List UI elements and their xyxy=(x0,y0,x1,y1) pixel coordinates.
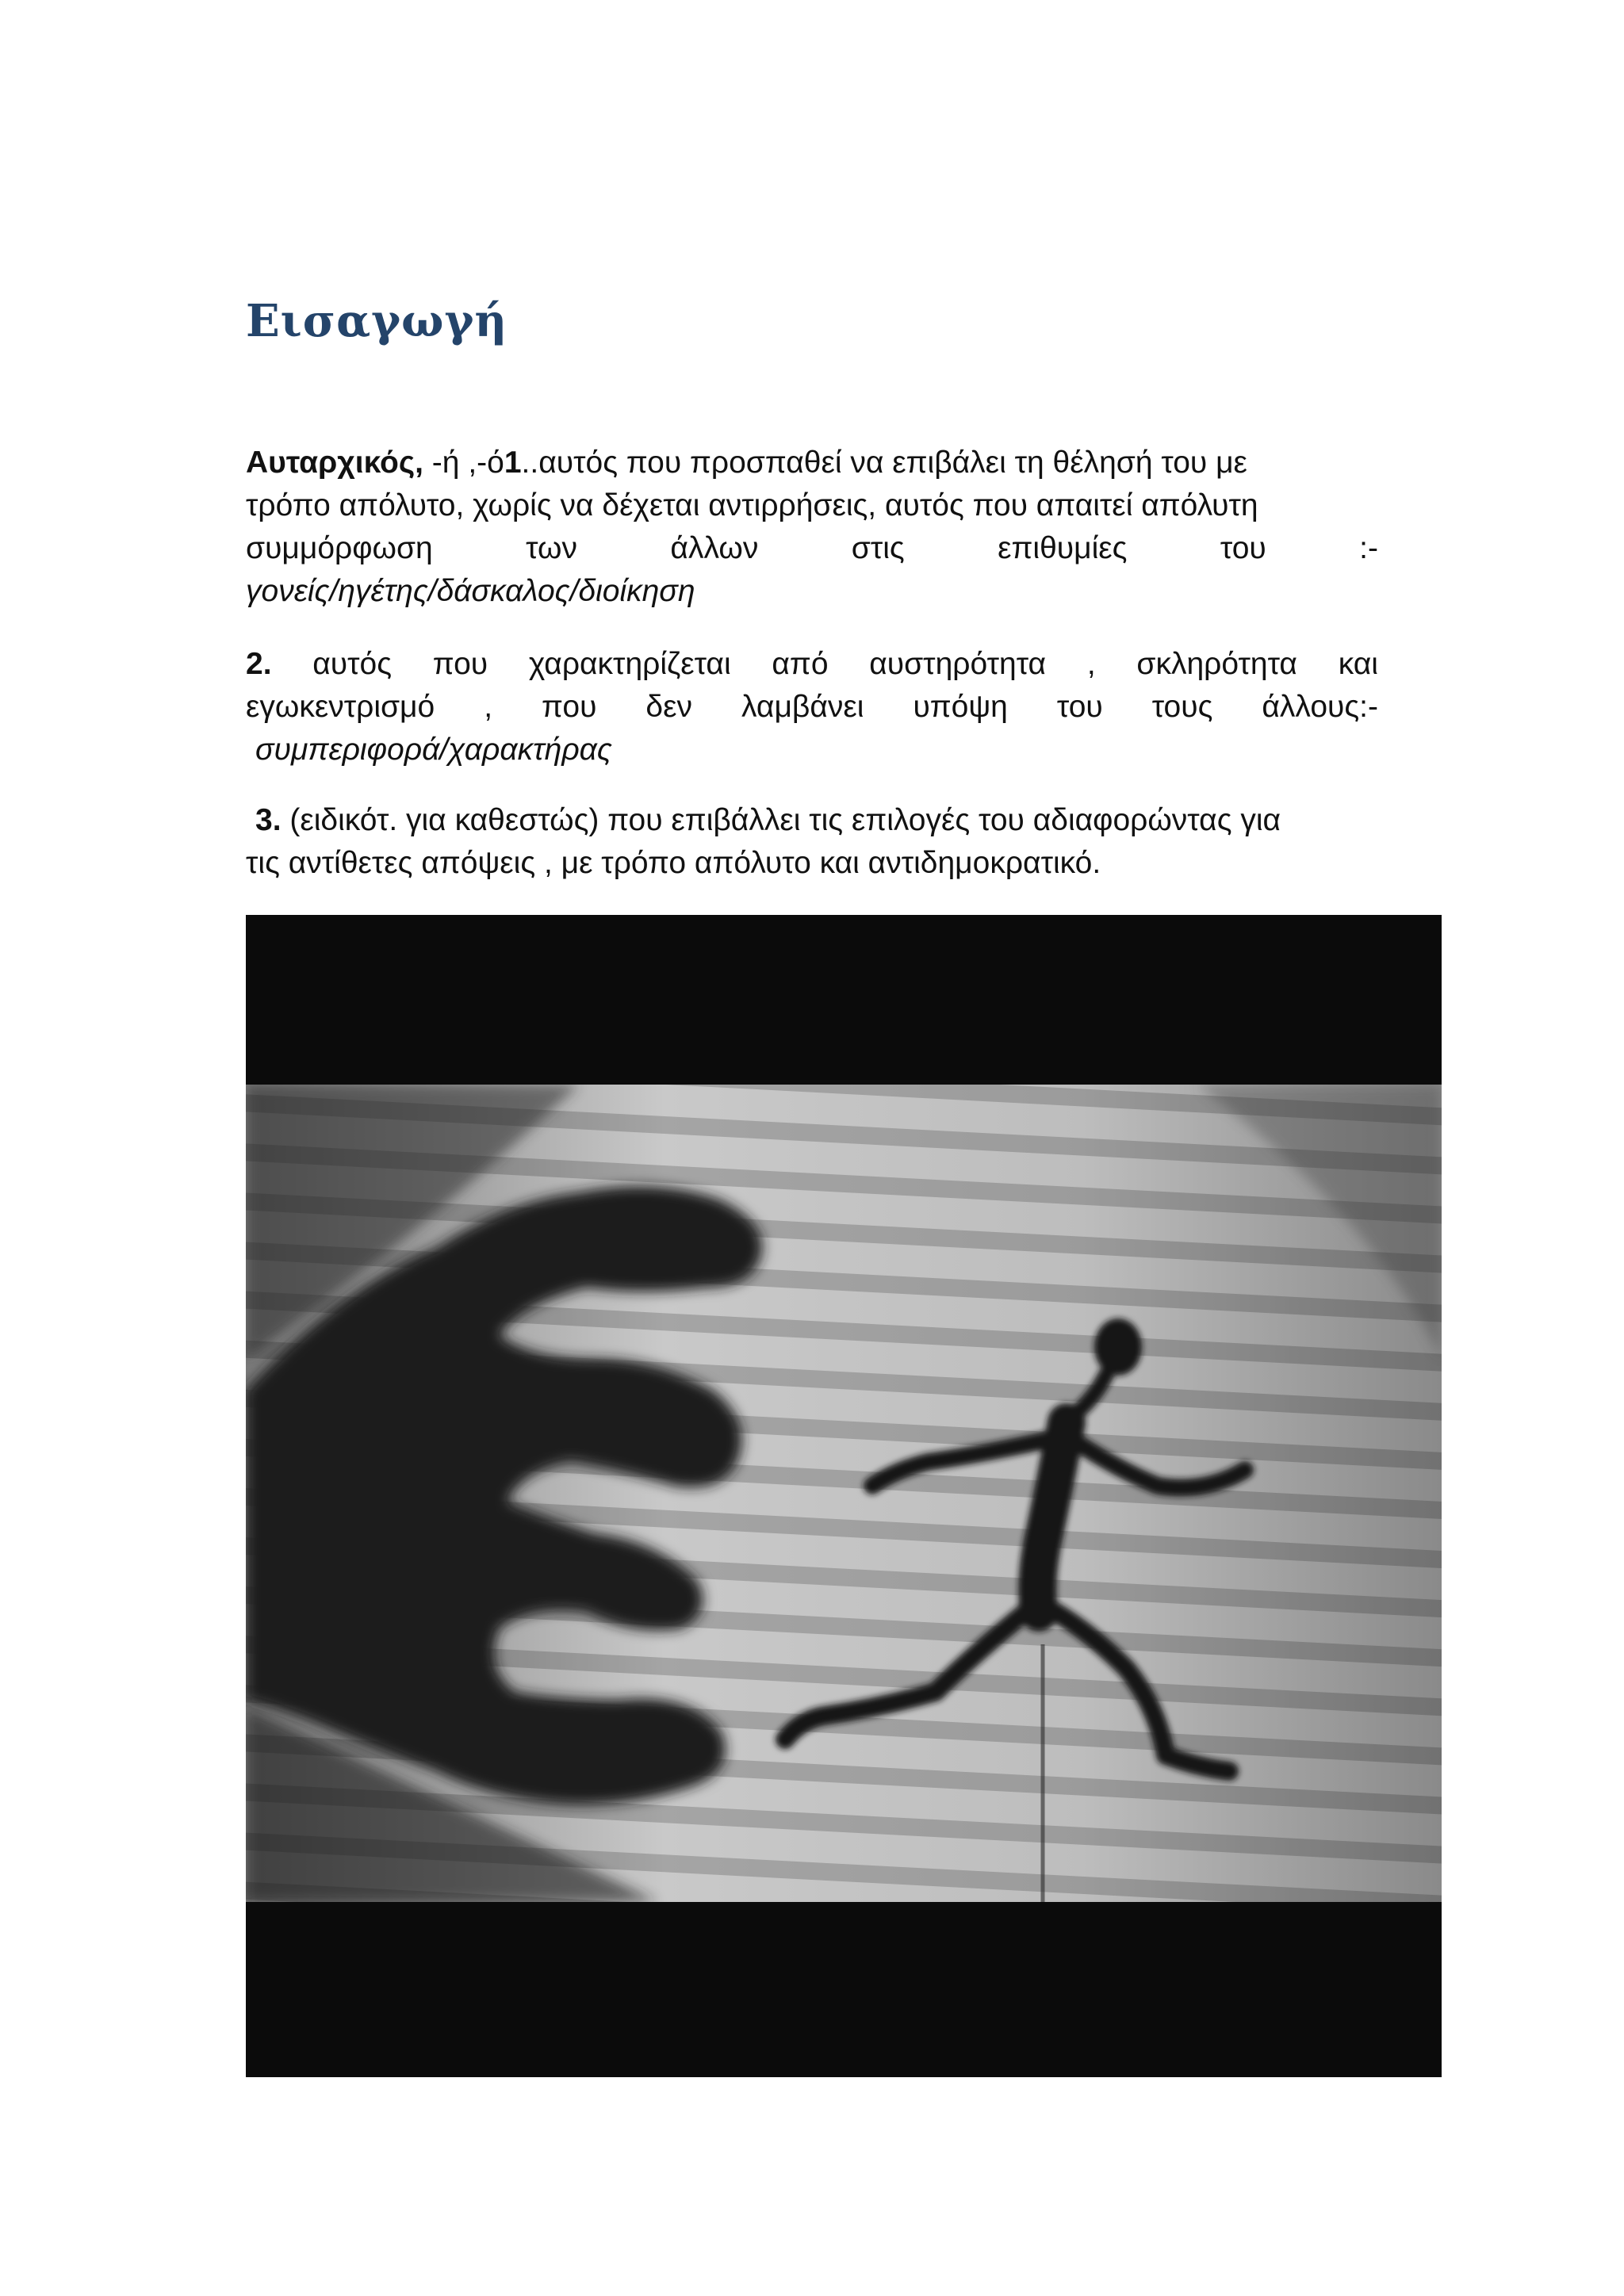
usage-examples: συμπεριφορά/χαρακτήρας xyxy=(255,733,612,767)
word: υπόψη xyxy=(913,690,1008,724)
word: , xyxy=(1086,647,1096,681)
word: αυτός xyxy=(312,647,393,681)
word: από xyxy=(772,647,829,681)
word: στις xyxy=(851,531,905,565)
word: συμμόρφωση xyxy=(246,531,433,565)
word: :- xyxy=(1359,531,1378,565)
sense-number: 1 xyxy=(504,446,522,480)
page-heading: Εισαγωγή xyxy=(246,295,508,347)
word: σκληρότητα xyxy=(1136,647,1297,681)
word: εγωκεντρισμό xyxy=(246,690,435,724)
sense-2-line-1 xyxy=(246,643,1378,686)
illustration-shadow-chase xyxy=(246,915,1442,2077)
headword: Αυταρχικός, xyxy=(246,446,423,480)
sense-1-line-2: τρόπο απόλυτο, χωρίς να δέχεται αντιρρήσεις, αυτός που απαιτεί απόλυτη xyxy=(246,488,1258,522)
word: τους xyxy=(1151,690,1213,724)
definition-sense-3 xyxy=(246,799,1378,885)
word: αυστηρότητα xyxy=(869,647,1047,681)
lit-wall xyxy=(246,1085,1442,1902)
sense-2-line-2 xyxy=(246,686,1378,729)
word: χαρακτηρίζεται xyxy=(528,647,731,681)
definition-sense-2 xyxy=(246,643,1378,771)
word: λαμβάνει xyxy=(741,690,864,724)
definition-sense-1 xyxy=(246,442,1378,613)
sense-text: ..αυτός που προσπαθεί να επιβάλει τη θέλησή του με xyxy=(521,446,1247,480)
word: του xyxy=(1056,690,1103,724)
word: που xyxy=(542,690,597,724)
sense-3-line-1 xyxy=(246,799,1378,842)
word: του xyxy=(1220,531,1266,565)
word: που xyxy=(432,647,488,681)
sense-1-line-3 xyxy=(246,527,1378,570)
usage-examples: γονείς/ηγέτης/δάσκαλος/διοίκηση xyxy=(246,574,695,608)
sense-1-line-1 xyxy=(246,442,1378,484)
sense-number: 3. xyxy=(255,803,282,837)
word: άλλους:- xyxy=(1262,690,1378,724)
word: των xyxy=(526,531,577,565)
sense-3-line-2: τις αντίθετες απόψεις , με τρόπο απόλυτο και αντιδημοκρατικό. xyxy=(246,846,1101,880)
word: επιθυμίες xyxy=(998,531,1128,565)
headword-endings: -ή ,-ό xyxy=(423,446,504,480)
sense-text: (ειδικότ. για καθεστώς) που επιβάλλει τις επιλογές του αδιαφορώντας για xyxy=(281,803,1281,837)
sense-number: 2. xyxy=(246,647,272,681)
word: και xyxy=(1338,647,1378,681)
word: , xyxy=(484,690,493,724)
word: άλλων xyxy=(670,531,759,565)
word: δεν xyxy=(645,690,692,724)
illustration-svg xyxy=(246,915,1442,2077)
